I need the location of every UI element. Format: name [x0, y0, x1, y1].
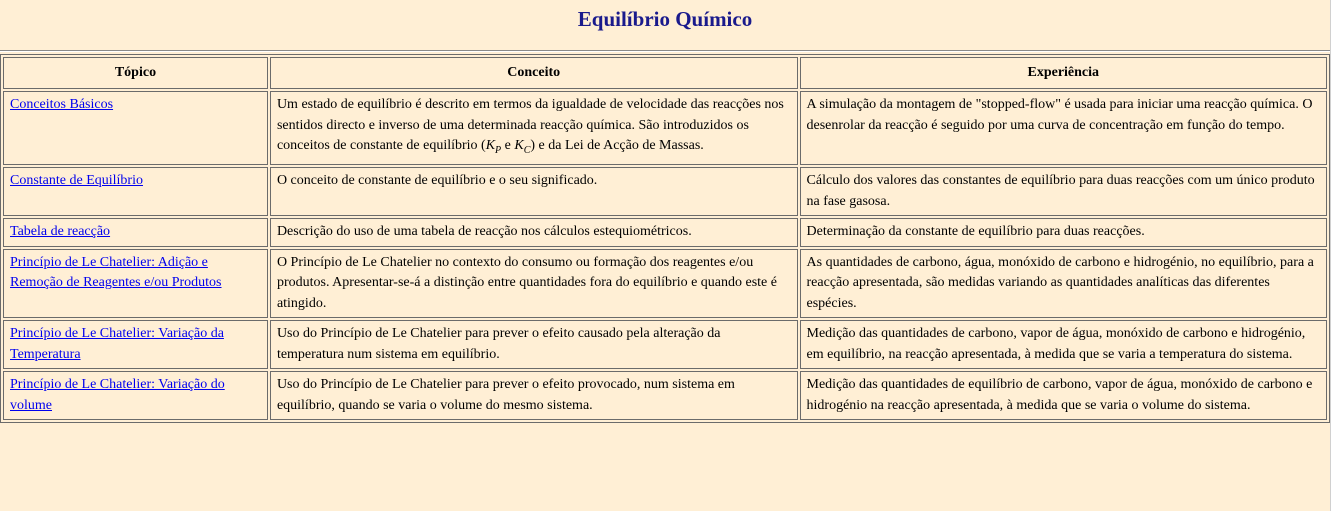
- concept-cell: Uso do Princípio de Le Chatelier para prever o efeito provocado, num sistema em equilíbrio, quando se varia o volume do mesmo sistema.: [270, 371, 798, 420]
- topic-cell: [3, 91, 268, 165]
- table-row: [3, 249, 1327, 319]
- topic-link-tabela-de-reaccao[interactable]: Tabela de reacção: [10, 224, 111, 240]
- experiment-cell: Cálculo dos valores das constantes de equilíbrio para duas reacções com um único produto na fase gasosa.: [800, 167, 1327, 216]
- concept-cell: Descrição do uso de uma tabela de reacção nos cálculos estequiométricos.: [270, 218, 798, 247]
- page-title: Equilíbrio Químico: [577, 7, 753, 31]
- table-row: [3, 320, 1327, 369]
- topic-link-le-chatelier-temperatura[interactable]: Princípio de Le Chatelier: Variação da Temperatura: [10, 326, 224, 362]
- topic-link-le-chatelier-volume[interactable]: Princípio de Le Chatelier: Variação do volume: [10, 377, 225, 413]
- kp-symbol: $K_P$: [485, 138, 502, 156]
- topic-link-le-chatelier-adicao[interactable]: Princípio de Le Chatelier: Adição e Remoção de Reagentes e/ou Produtos: [10, 254, 222, 291]
- topic-link-conceitos-basicos[interactable]: Conceitos Básicos: [10, 97, 114, 112]
- topic-link-constante-de-equilibrio[interactable]: Constante de Equilíbrio: [10, 173, 143, 189]
- topic-cell: [3, 249, 268, 319]
- concept-text-post: ) e da Lei de Acção de Massas.: [530, 138, 704, 153]
- concept-cell: O conceito de constante de equilíbrio e o seu significado.: [270, 167, 798, 216]
- experiment-cell: A simulação da montagem de "stopped-flow" é usada para iniciar uma reacção química. O desenrolar da reacção é seguido por uma curva de concentração em função do tempo.: [800, 91, 1327, 165]
- header-experiment: Experiência: [800, 57, 1327, 89]
- concept-text-pre: Um estado de equilíbrio é descrito em termos da igualdade de velocidade das reacções nos sentidos directo e inverso de uma determinada reacção química. São introduzidos os conceitos de constante de equilíbrio (: [276, 97, 784, 153]
- table-row: [3, 371, 1327, 420]
- concept-text-mid: e: [501, 138, 515, 153]
- topic-cell: [3, 167, 268, 216]
- experiment-cell: Determinação da constante de equilíbrio para duas reacções.: [800, 218, 1327, 247]
- horizontal-rule: [0, 50, 1330, 52]
- topic-cell: [3, 320, 268, 369]
- topics-table: [0, 54, 1330, 423]
- table-row: [3, 218, 1327, 247]
- table-row: [3, 167, 1327, 216]
- kc-symbol: $K_C$: [514, 138, 531, 156]
- concept-cell: [270, 91, 798, 165]
- table-header-row: [3, 57, 1327, 89]
- experiment-cell: As quantidades de carbono, água, monóxido de carbono e hidrogénio, no equilíbrio, para a reacção apresentada, são medidas variando as quantidades analíticas das diferentes espécies.: [800, 249, 1327, 319]
- topic-cell: [3, 218, 268, 247]
- experiment-cell: Medição das quantidades de carbono, vapor de água, monóxido de carbono e hidrogénio, em equilíbrio, na reacção apresentada, à medida que se varia a temperatura do sistema.: [800, 320, 1327, 369]
- experiment-cell: Medição das quantidades de equilíbrio de carbono, vapor de água, monóxido de carbono e hidrogénio na reacção apresentada, à medida que se varia o volume do sistema.: [800, 371, 1327, 420]
- concept-cell: O Princípio de Le Chatelier no contexto do consumo ou formação dos reagentes e/ou produtos. Apresentar-se-á a distinção entre quantidades fora do equilíbrio e quando este é atingido.: [270, 249, 798, 319]
- header-topic: Tópico: [3, 57, 268, 89]
- concept-cell: Uso do Princípio de Le Chatelier para prever o efeito causado pela alteração da temperatura num sistema em equilíbrio.: [270, 320, 798, 369]
- topic-cell: [3, 371, 268, 420]
- window-edge: [1330, 0, 1343, 511]
- table-row: [3, 91, 1327, 165]
- header-concept: Conceito: [270, 57, 798, 89]
